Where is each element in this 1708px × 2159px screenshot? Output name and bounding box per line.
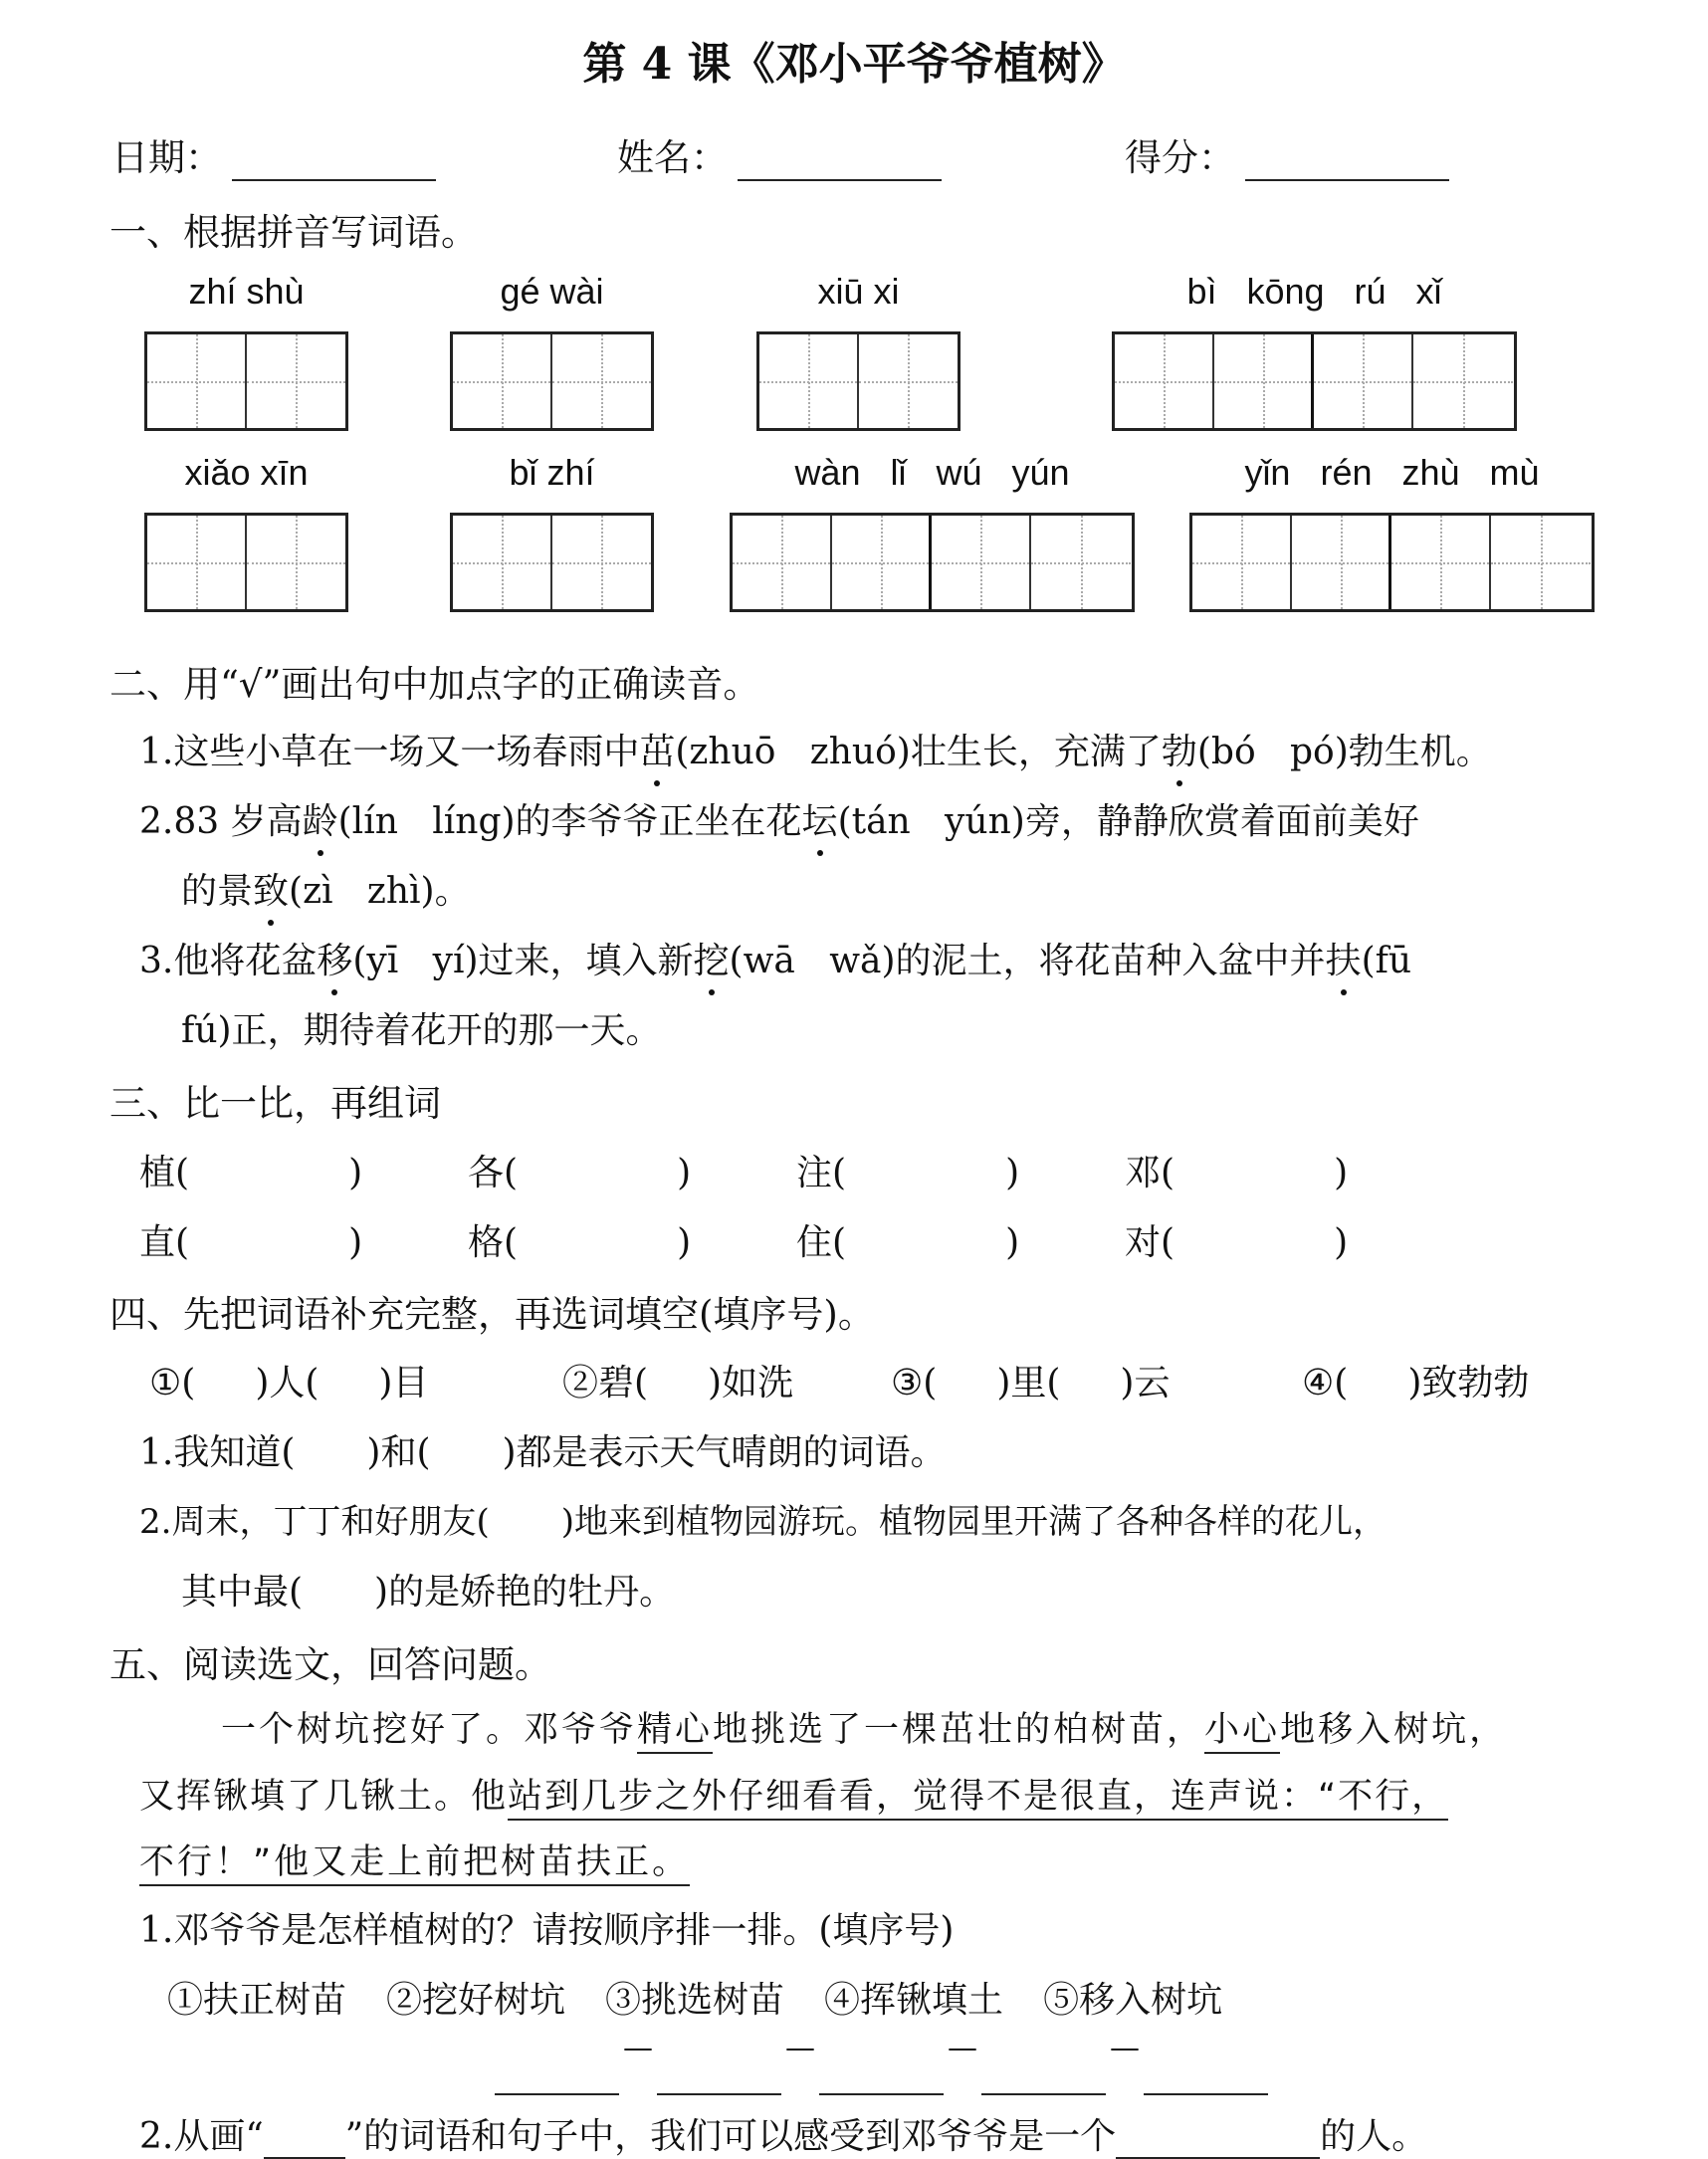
sentence-text: )和( [366, 1432, 431, 1473]
option-text: ②碧( [562, 1363, 649, 1403]
tianzige-cell[interactable] [453, 334, 552, 428]
section4-heading: 四、先把词语补充完整，再选词填空(填序号)。 [109, 1293, 875, 1336]
sentence-text: )的是娇艳的牡丹。 [374, 1572, 676, 1613]
tianzige-cell[interactable] [1115, 334, 1214, 428]
question-text: 的人。 [1320, 2116, 1428, 2157]
sequence-blank-4[interactable] [981, 2063, 1106, 2095]
pinyin-label: zhí shù [188, 271, 305, 312]
pinyin-label: bì kōng rú xǐ [1186, 271, 1442, 312]
passage-line-1 [221, 1702, 1507, 1752]
compare-word-item [468, 1214, 691, 1265]
name-field [617, 127, 942, 181]
pronunciation-choices[interactable]: (fū [1361, 941, 1412, 981]
question-text: ”的词语和句子中，我们可以感受到邓爷爷是一个 [344, 2116, 1117, 2157]
section3-heading: 三、比一比，再组词 [109, 1082, 441, 1125]
pinyin-label: wàn lǐ wú yún [794, 452, 1070, 493]
dash-separator: — [623, 2031, 653, 2065]
step-option: ①扶正树苗 [167, 1980, 347, 2021]
section1-heading: 一、根据拼音写词语。 [109, 211, 478, 254]
tianzige-cell[interactable] [1314, 334, 1413, 428]
dash-separator: — [948, 2031, 977, 2065]
dash-separator: — [1110, 2031, 1140, 2065]
item-number: 1. [139, 732, 174, 772]
pronunciation-choices[interactable]: (lín líng) [337, 801, 516, 842]
tianzige-cell[interactable] [759, 334, 859, 428]
pronunciation-choices[interactable]: (zì zhì) [289, 871, 435, 912]
sentence-text: 2.周末，丁丁和好朋友( [139, 1502, 490, 1542]
section4-item-2 [139, 1494, 1387, 1543]
section5-heading: 五、阅读选文，回答问题。 [109, 1643, 551, 1686]
item-number: 3. [139, 941, 174, 981]
close-paren: ) [1005, 1222, 1020, 1263]
dotted-char: 龄 [303, 793, 338, 844]
section2-item-2-cont [181, 863, 471, 914]
underlined-sentence: 。 [652, 1842, 690, 1886]
sequence-answer-blanks [495, 2031, 1268, 2095]
sentence-text: 勃生机。 [1348, 732, 1492, 772]
close-paren: ) [1334, 1153, 1349, 1193]
sentence-text: 过来，填入新 [478, 941, 694, 981]
pinyin-label: yǐn rén zhù mù [1244, 452, 1540, 493]
close-paren: ) [1005, 1153, 1020, 1193]
option-3[interactable] [891, 1355, 1170, 1405]
sentence-text: 的景 [181, 871, 254, 912]
compare-word-item [796, 1145, 1019, 1195]
pronunciation-choices[interactable]: (bó pó) [1196, 732, 1349, 772]
pinyin-label: xiū xi [817, 271, 900, 312]
sentence-text: fú)正，期待着花开的那一天。 [181, 1010, 662, 1051]
tianzige-cell[interactable] [247, 516, 346, 609]
question-1-options [167, 1972, 1222, 2023]
compare-word-item [139, 1145, 362, 1195]
underlined-word: 精心 [637, 1710, 713, 1754]
tianzige-cell[interactable] [552, 334, 652, 428]
tianzige-cell[interactable] [932, 516, 1031, 609]
option-2[interactable] [562, 1355, 793, 1405]
base-character: 对 [1125, 1222, 1162, 1263]
dotted-char: 挖 [694, 933, 730, 983]
character-writing-box [756, 331, 961, 431]
option-text: )致勃勃 [1407, 1363, 1530, 1403]
dotted-char: 扶 [1326, 933, 1362, 983]
tianzige-cell[interactable] [1413, 334, 1513, 428]
open-paren: ( [1161, 1153, 1175, 1193]
character-writing-box [730, 513, 1135, 612]
underline-symbol [264, 2129, 345, 2159]
section2-item-1 [139, 724, 1492, 774]
close-paren: ) [348, 1153, 363, 1193]
base-character: 注 [796, 1153, 833, 1193]
section4-item-1 [139, 1424, 947, 1475]
step-option: ③挑选树苗 [605, 1980, 785, 2021]
pronunciation-choices[interactable]: (zhuō zhuó) [675, 732, 911, 772]
close-paren: ) [677, 1222, 692, 1263]
sentence-text: 其中最( [181, 1572, 304, 1613]
passage-line-2 [139, 1769, 1448, 1819]
score-field [1125, 127, 1449, 181]
base-character: 格 [468, 1222, 505, 1263]
base-character: 住 [796, 1222, 833, 1263]
dotted-char: 致 [253, 863, 289, 914]
question-2 [139, 2108, 1427, 2159]
passage-text: 又挥锹填了几锹土。他 [139, 1777, 509, 1817]
item-number: 2. [139, 801, 174, 842]
open-paren: ( [175, 1153, 190, 1193]
base-character: 各 [468, 1153, 505, 1193]
open-paren: ( [832, 1222, 847, 1263]
tianzige-cell[interactable] [1292, 516, 1391, 609]
page-title: 第 4 课《邓小平爷爷植树》 [582, 39, 1126, 90]
pinyin-label: bǐ zhí [509, 452, 595, 493]
character-writing-box [144, 513, 348, 612]
sentence-text: 的李爷爷正坐在花 [515, 801, 802, 842]
tianzige-cell[interactable] [832, 516, 932, 609]
sentence-text: 83 岁高 [173, 801, 303, 842]
pronunciation-choices[interactable]: (tán yún) [837, 801, 1025, 842]
option-text: )人( [255, 1363, 320, 1403]
name-label: 姓名： [617, 136, 728, 179]
compare-word-item [796, 1214, 1019, 1265]
underlined-sentence: 站到几步之外仔细看看，觉得不是很直，连声说：“不行， [508, 1777, 1448, 1821]
tianzige-cell[interactable] [1391, 516, 1491, 609]
character-writing-box [450, 513, 654, 612]
section4-item-2-cont [181, 1564, 675, 1615]
tianzige-cell[interactable] [247, 334, 346, 428]
dotted-char: 茁 [639, 724, 675, 774]
open-paren: ( [175, 1222, 190, 1263]
pronunciation-choices[interactable]: (yī yí) [352, 941, 479, 981]
underlined-word: 小心 [1204, 1710, 1280, 1754]
sentence-text: 的泥土，将花苗种入盆中并 [895, 941, 1326, 981]
sequence-blank-5[interactable] [1144, 2063, 1268, 2095]
name-input-line[interactable] [738, 145, 942, 181]
close-paren: ) [1334, 1222, 1349, 1263]
answer-blank[interactable] [1116, 2129, 1320, 2159]
sentence-text: 这些小草在一场又一场春雨中 [173, 732, 640, 772]
passage-text: 地移入树坑， [1280, 1710, 1508, 1750]
compare-word-item [139, 1214, 362, 1265]
open-paren: ( [504, 1153, 519, 1193]
base-character: 植 [139, 1153, 176, 1193]
section2-heading: 二、用“√”画出句中加点字的正确读音。 [109, 663, 760, 706]
tianzige-cell[interactable] [733, 516, 832, 609]
open-paren: ( [1161, 1222, 1175, 1263]
sentence-text: )都是表示天气晴朗的词语。 [502, 1432, 947, 1473]
dotted-char: 坛 [802, 793, 838, 844]
sentence-text: 。 [434, 871, 471, 912]
date-input-line[interactable] [232, 145, 436, 181]
dash-separator: — [785, 2031, 815, 2065]
pinyin-label: xiǎo xīn [184, 452, 309, 493]
sequence-blank-2[interactable] [657, 2063, 781, 2095]
passage-text: 地挑选了一棵茁壮的柏树苗， [713, 1710, 1205, 1750]
dotted-char: 移 [317, 933, 352, 983]
tianzige-cell[interactable] [1192, 516, 1292, 609]
section2-item-3 [139, 933, 1411, 983]
compare-word-item [1125, 1214, 1348, 1265]
date-field [111, 127, 436, 181]
option-text: )云 [1120, 1363, 1171, 1403]
compare-word-item [468, 1145, 691, 1195]
tianzige-cell[interactable] [453, 516, 552, 609]
sentence-text: 旁，静静欣赏着面前美好 [1024, 801, 1419, 842]
sentence-text: 他将花盆 [173, 941, 318, 981]
passage-line-3 [139, 1835, 690, 1884]
date-label: 日期： [111, 136, 222, 179]
option-text: )目 [378, 1363, 429, 1403]
base-character: 直 [139, 1222, 176, 1263]
tianzige-cell[interactable] [859, 334, 959, 428]
underlined-sentence: 不行！”他又走上前把树苗扶正 [139, 1842, 652, 1886]
option-1[interactable] [149, 1355, 428, 1405]
step-option: ④挥锹填土 [824, 1980, 1004, 2021]
close-paren: ) [348, 1222, 363, 1263]
question-1: 1.邓爷爷是怎样植树的？请按顺序排一排。(填序号) [139, 1910, 955, 1951]
open-paren: ( [504, 1222, 519, 1263]
tianzige-cell[interactable] [1214, 334, 1314, 428]
sequence-blank-3[interactable] [819, 2063, 944, 2095]
passage-text: 一个树坑挖好了。邓爷爷 [221, 1710, 638, 1750]
compare-word-item [1125, 1145, 1348, 1195]
sentence-text: 1.我知道( [139, 1432, 296, 1473]
tianzige-cell[interactable] [147, 516, 247, 609]
pronunciation-choices[interactable]: (wā wǎ) [729, 941, 896, 981]
option-text: ④( [1302, 1363, 1349, 1403]
tianzige-cell[interactable] [147, 334, 247, 428]
sentence-text: )地来到植物园游玩。植物园里开满了各种各样的花儿， [560, 1502, 1387, 1542]
question-text: 2.从画“ [139, 2116, 264, 2157]
section2-item-3-cont [181, 1002, 662, 1053]
sentence-text: 壮生长，充满了 [910, 732, 1162, 772]
base-character: 邓 [1125, 1153, 1162, 1193]
character-writing-box [450, 331, 654, 431]
step-option: ②挖好树坑 [386, 1980, 566, 2021]
sequence-blank-1[interactable] [495, 2063, 619, 2095]
tianzige-cell[interactable] [1031, 516, 1131, 609]
tianzige-cell[interactable] [1491, 516, 1591, 609]
dotted-char: 勃 [1162, 724, 1197, 774]
score-label: 得分： [1125, 136, 1235, 179]
option-text: )如洗 [708, 1363, 794, 1403]
close-paren: ) [677, 1153, 692, 1193]
option-4[interactable] [1302, 1355, 1529, 1405]
option-text: )里( [996, 1363, 1061, 1403]
character-writing-box [1189, 513, 1595, 612]
step-option: ⑤移入树坑 [1043, 1980, 1223, 2021]
pinyin-label: gé wài [500, 271, 604, 312]
option-text: ③( [891, 1363, 938, 1403]
section2-item-2 [139, 793, 1419, 844]
tianzige-cell[interactable] [552, 516, 652, 609]
character-writing-box [144, 331, 348, 431]
option-text: ①( [149, 1363, 196, 1403]
open-paren: ( [832, 1153, 847, 1193]
character-writing-box [1112, 331, 1517, 431]
score-input-line[interactable] [1245, 145, 1449, 181]
